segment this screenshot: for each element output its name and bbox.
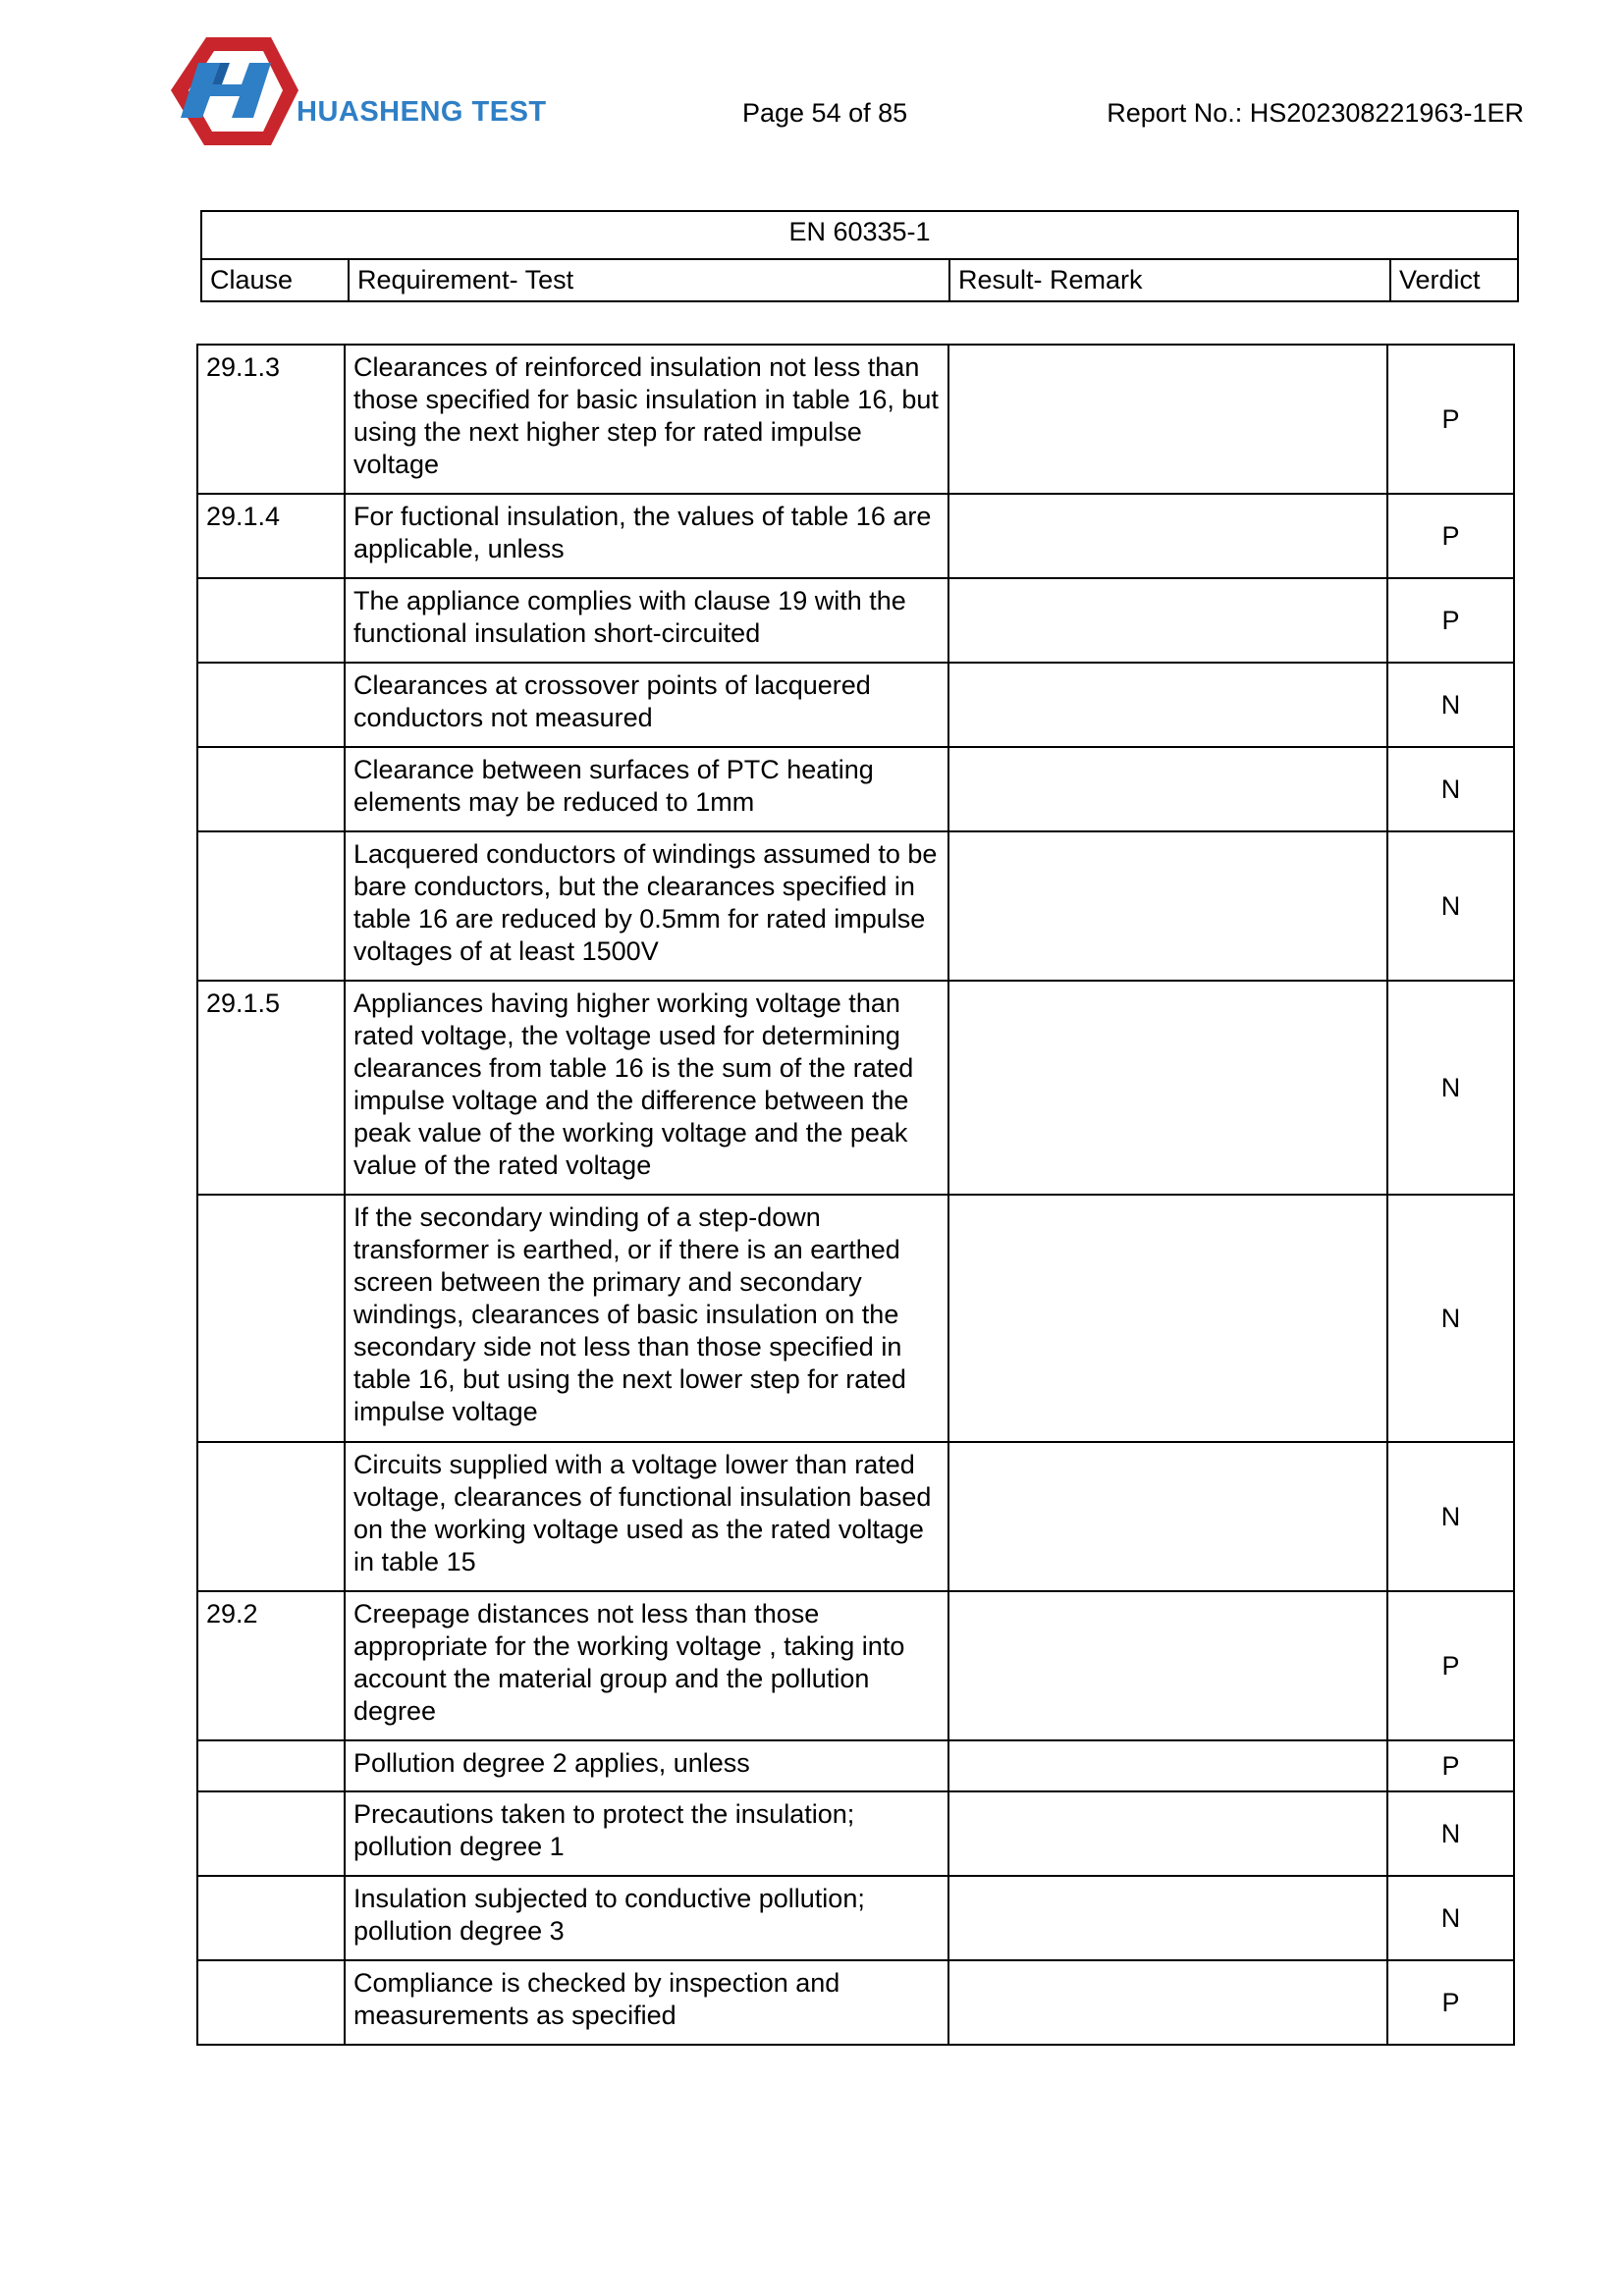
result-cell — [948, 1740, 1387, 1791]
verdict-cell: P — [1387, 1960, 1514, 2045]
requirement-cell: Clearances of reinforced insulation not less than those specified for basic insulation in table 16, but using the next higher step for rated impulse voltage — [345, 345, 948, 494]
verdict-cell: N — [1387, 663, 1514, 747]
column-header-clause: Clause — [201, 259, 349, 301]
verdict-cell: N — [1387, 747, 1514, 831]
standard-title: EN 60335-1 — [201, 211, 1518, 259]
result-cell — [948, 1591, 1387, 1740]
clause-cell — [197, 747, 345, 831]
verdict-cell: P — [1387, 494, 1514, 578]
table-row — [197, 831, 1514, 981]
page-number: Page 54 of 85 — [742, 98, 908, 128]
clause-cell — [197, 663, 345, 747]
clause-cell — [197, 1876, 345, 1960]
verdict-cell: P — [1387, 1591, 1514, 1740]
result-cell — [948, 981, 1387, 1195]
clause-cell: 29.1.5 — [197, 981, 345, 1195]
requirement-cell: Pollution degree 2 applies, unless — [345, 1740, 948, 1791]
verdict-cell: N — [1387, 1791, 1514, 1876]
huasheng-logo-icon — [165, 33, 300, 151]
requirement-cell: Insulation subjected to conductive pollution; pollution degree 3 — [345, 1876, 948, 1960]
clause-cell — [197, 1442, 345, 1591]
requirement-cell: Precautions taken to protect the insulation; pollution degree 1 — [345, 1791, 948, 1876]
verdict-cell: P — [1387, 1740, 1514, 1791]
requirement-cell: Appliances having higher working voltage than rated voltage, the voltage used for determining clearances from table 16 is the sum of the rated impulse voltage and the difference between the peak value of the working voltage and the peak value of the rated voltage — [345, 981, 948, 1195]
result-cell — [948, 831, 1387, 981]
table-row — [197, 663, 1514, 747]
result-cell — [948, 747, 1387, 831]
clause-cell: 29.1.4 — [197, 494, 345, 578]
verdict-cell: P — [1387, 345, 1514, 494]
result-cell — [948, 1195, 1387, 1442]
requirement-cell: Circuits supplied with a voltage lower than rated voltage, clearances of functional insulation based on the working voltage used as the rated voltage in table 15 — [345, 1442, 948, 1591]
column-header-requirement: Requirement- Test — [349, 259, 949, 301]
requirement-cell: Clearances at crossover points of lacquered conductors not measured — [345, 663, 948, 747]
requirement-cell: If the secondary winding of a step-down transformer is earthed, or if there is an earthed screen between the primary and secondary windings, clearances of basic insulation on the secondary side not less than those specified in table 16, but using the next lower step for rated impulse voltage — [345, 1195, 948, 1442]
result-cell — [948, 663, 1387, 747]
verdict-cell: N — [1387, 831, 1514, 981]
requirement-cell: Creepage distances not less than those appropriate for the working voltage , taking into account the material group and the pollution degree — [345, 1591, 948, 1740]
clause-cell — [197, 1960, 345, 2045]
table-row — [197, 747, 1514, 831]
table-row — [197, 1960, 1514, 2045]
result-cell — [948, 1791, 1387, 1876]
result-cell — [948, 345, 1387, 494]
brand-name: HUASHENG TEST — [297, 96, 547, 128]
clause-cell — [197, 1740, 345, 1791]
clause-cell: 29.1.3 — [197, 345, 345, 494]
verdict-cell: N — [1387, 1442, 1514, 1591]
clause-cell — [197, 1791, 345, 1876]
result-cell — [948, 578, 1387, 663]
verdict-cell: N — [1387, 1876, 1514, 1960]
verdict-cell: P — [1387, 578, 1514, 663]
result-cell — [948, 1442, 1387, 1591]
result-cell — [948, 494, 1387, 578]
report-number: Report No.: HS202308221963-1ER — [1107, 98, 1524, 128]
table-row — [197, 494, 1514, 578]
table-row — [197, 1791, 1514, 1876]
clause-table — [196, 344, 1515, 2046]
requirement-cell: Compliance is checked by inspection and measurements as specified — [345, 1960, 948, 2045]
table-row — [197, 1876, 1514, 1960]
clause-cell — [197, 831, 345, 981]
clause-cell: 29.2 — [197, 1591, 345, 1740]
table-row — [197, 1591, 1514, 1740]
verdict-cell: N — [1387, 981, 1514, 1195]
table-row — [197, 1740, 1514, 1791]
requirement-cell: Lacquered conductors of windings assumed to be bare conductors, but the clearances specified in table 16 are reduced by 0.5mm for rated impulse voltages of at least 1500V — [345, 831, 948, 981]
table-row — [197, 981, 1514, 1195]
clause-cell — [197, 578, 345, 663]
table-row — [197, 578, 1514, 663]
requirement-cell: The appliance complies with clause 19 with the functional insulation short-circuited — [345, 578, 948, 663]
requirement-cell: For fuctional insulation, the values of table 16 are applicable, unless — [345, 494, 948, 578]
table-row — [197, 1195, 1514, 1442]
table-row — [197, 345, 1514, 494]
result-cell — [948, 1960, 1387, 2045]
column-header-result: Result- Remark — [949, 259, 1390, 301]
clause-cell — [197, 1195, 345, 1442]
standard-header-table — [200, 210, 1519, 302]
column-header-verdict: Verdict — [1390, 259, 1518, 301]
table-row — [197, 1442, 1514, 1591]
result-cell — [948, 1876, 1387, 1960]
verdict-cell: N — [1387, 1195, 1514, 1442]
requirement-cell: Clearance between surfaces of PTC heating elements may be reduced to 1mm — [345, 747, 948, 831]
